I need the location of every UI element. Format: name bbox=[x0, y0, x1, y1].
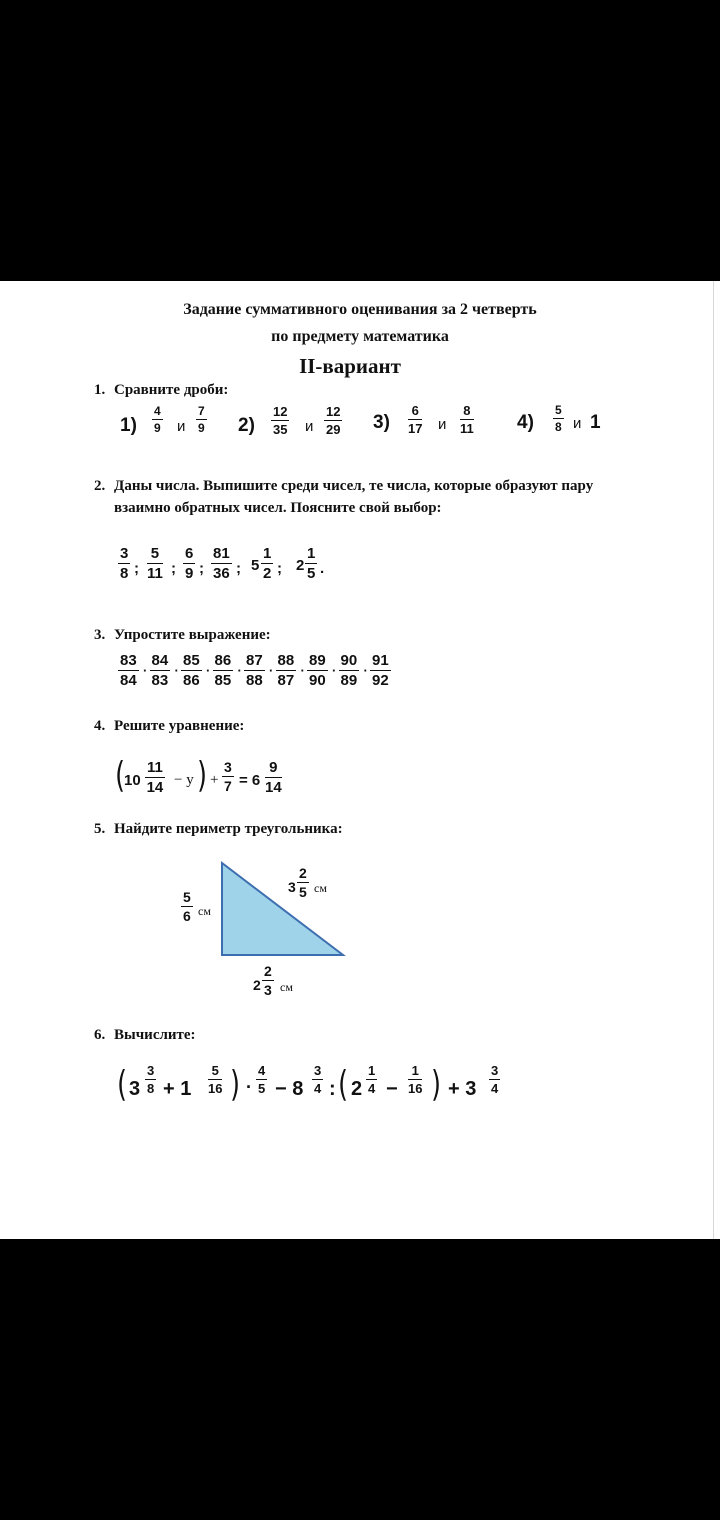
side-hyp-fraction: $\frac{2}{5}$ bbox=[299, 865, 307, 900]
task2-number-3: $\frac{6}{9}$ bbox=[185, 545, 194, 582]
task1-title: Сравните дроби: bbox=[114, 382, 229, 398]
task1-item1-and: и bbox=[177, 418, 186, 435]
task4-equals-6: = 6 bbox=[239, 772, 261, 789]
task1-item4-and: и bbox=[573, 415, 582, 432]
task3-dot-4: · bbox=[237, 663, 242, 678]
task6-fraction-7: $\frac{3}{4}$ bbox=[491, 1063, 499, 1096]
task4-title: Решите уравнение: bbox=[114, 718, 245, 734]
task6-fraction-2: $\frac{5}{16}$ bbox=[208, 1063, 223, 1096]
task2-title-line2: взаимно обратных чисел. Поясните свой выбор: bbox=[114, 500, 442, 516]
task5-number: 5. bbox=[94, 821, 106, 837]
task2-number-5-fraction: $\frac{1}{2}$ bbox=[263, 545, 272, 582]
task4-plus: + bbox=[210, 772, 219, 788]
task3-dot-1: · bbox=[143, 663, 148, 678]
task6-open-paren-2: ( bbox=[338, 1064, 348, 1105]
task2-number-2: $\frac{5}{11}$ bbox=[147, 545, 163, 582]
task1-heading bbox=[94, 382, 228, 399]
task3-dot-7: · bbox=[332, 663, 337, 678]
task2-number-6-fraction: $\frac{1}{5}$ bbox=[307, 545, 316, 582]
task6-open-paren-1: ( bbox=[117, 1064, 127, 1105]
header-title: Задание суммативного оценивания за 2 четверть bbox=[183, 301, 537, 318]
triangle-figure bbox=[215, 859, 350, 959]
task6-dot: · bbox=[246, 1077, 252, 1097]
task1-item3-and: и bbox=[438, 416, 447, 433]
task6-close-paren-2: ) bbox=[431, 1064, 441, 1105]
side-hyp-whole: 3 bbox=[288, 879, 296, 895]
task3-fraction-8: $\frac{90}{89}$ bbox=[340, 652, 358, 689]
task4-open-paren: ( bbox=[115, 755, 125, 796]
task3-fraction-7: $\frac{89}{90}$ bbox=[309, 652, 326, 689]
task2-number-1: $\frac{3}{8}$ bbox=[120, 545, 129, 582]
task6-whole-3: 3 bbox=[129, 1078, 141, 1100]
task2-sep-3: ; bbox=[199, 560, 204, 577]
task2-sep-1: ; bbox=[134, 560, 139, 577]
task4-fraction-1: $\frac{11}{14}$ bbox=[146, 759, 164, 796]
task1-item1-label: 1) bbox=[120, 415, 137, 436]
header-subject: по предмету математика bbox=[271, 328, 449, 345]
task2-number-4: $\frac{81}{36}$ bbox=[213, 545, 230, 582]
worksheet-page bbox=[0, 281, 720, 1239]
task5-title: Найдите периметр треугольника: bbox=[114, 821, 343, 837]
side-left-fraction: $\frac{5}{6}$ bbox=[183, 889, 191, 924]
task3-fraction-5: $\frac{87}{88}$ bbox=[246, 652, 263, 689]
task3-fraction-9: $\frac{91}{92}$ bbox=[372, 652, 389, 689]
task3-dot-8: · bbox=[363, 663, 368, 678]
task1-item3-fraction-b: $\frac{8}{11}$ bbox=[460, 403, 474, 436]
task3-fraction-2: $\frac{84}{83}$ bbox=[151, 652, 169, 689]
task3-fraction-4: $\frac{86}{85}$ bbox=[214, 652, 232, 689]
task1-number: 1. bbox=[94, 382, 106, 398]
side-left-unit: см bbox=[198, 904, 211, 918]
task6-colon: : bbox=[329, 1078, 336, 1100]
task6-plus-1: + 1 bbox=[163, 1078, 192, 1100]
task3-dot-2: · bbox=[174, 663, 179, 678]
task2-heading bbox=[94, 478, 593, 495]
task2-number-5-whole: 5 bbox=[251, 557, 260, 574]
task4-fraction-3: $\frac{9}{14}$ bbox=[265, 759, 282, 796]
task4-fraction-2: $\frac{3}{7}$ bbox=[224, 759, 232, 794]
task2-title-line1: Даны числа. Выпишите среди чисел, те числа, которые образуют пару bbox=[114, 478, 594, 494]
task6-fraction-1: $\frac{3}{8}$ bbox=[147, 1063, 155, 1096]
side-bottom-fraction: $\frac{2}{3}$ bbox=[264, 963, 272, 998]
task3-product bbox=[118, 653, 418, 699]
task2-sep-2: ; bbox=[171, 560, 176, 577]
task2-sep-6: . bbox=[320, 560, 325, 577]
task6-fraction-3: $\frac{4}{5}$ bbox=[258, 1063, 266, 1096]
right-triangle bbox=[222, 863, 343, 955]
task3-fraction-3: $\frac{85}{86}$ bbox=[183, 652, 200, 689]
task1-item2-fraction-a: $\frac{12}{35}$ bbox=[273, 404, 288, 437]
side-bottom-whole: 2 bbox=[253, 977, 261, 993]
task2-number: 2. bbox=[94, 478, 106, 494]
task4-close-paren: ) bbox=[197, 755, 207, 796]
task4-number: 4. bbox=[94, 718, 106, 734]
task4-minus-y: − у bbox=[174, 772, 194, 788]
task1-item2-and: и bbox=[305, 418, 314, 435]
task5-heading bbox=[94, 821, 343, 838]
task6-heading bbox=[94, 1027, 196, 1044]
task1-item3-label: 3) bbox=[373, 412, 390, 433]
task3-fraction-1: $\frac{83}{84}$ bbox=[120, 652, 137, 689]
task4-whole-10: 10 bbox=[124, 772, 141, 789]
task2-sep-5: ; bbox=[277, 560, 282, 577]
task1-item2-label: 2) bbox=[238, 415, 255, 436]
task3-number: 3. bbox=[94, 627, 106, 643]
task6-fraction-6: $\frac{1}{16}$ bbox=[408, 1063, 423, 1096]
task2-sep-4: ; bbox=[236, 560, 241, 577]
task1-item4-label: 4) bbox=[517, 412, 534, 433]
task6-number: 6. bbox=[94, 1027, 106, 1043]
task1-item1-fraction-b: $\frac{7}{9}$ bbox=[198, 404, 205, 435]
task1-item1-fraction-a: $\frac{4}{9}$ bbox=[154, 404, 161, 435]
task1-item3-fraction-a: $\frac{6}{17}$ bbox=[408, 403, 423, 436]
task3-dot-6: · bbox=[300, 663, 305, 678]
task6-close-paren-1: ) bbox=[230, 1064, 240, 1105]
side-hyp-unit: см bbox=[314, 881, 327, 895]
task3-dot-5: · bbox=[269, 663, 274, 678]
task6-whole-2: 2 bbox=[351, 1078, 363, 1100]
task6-title: Вычислите: bbox=[114, 1027, 196, 1043]
task1-item4-fraction-a: $\frac{5}{8}$ bbox=[555, 403, 562, 434]
task4-heading bbox=[94, 718, 244, 735]
variant-title: II-вариант bbox=[299, 354, 401, 378]
task3-fraction-6: $\frac{88}{87}$ bbox=[277, 652, 295, 689]
task2-number-6-whole: 2 bbox=[296, 557, 305, 574]
task3-title: Упростите выражение: bbox=[114, 627, 271, 643]
task1-item2-fraction-b: $\frac{12}{29}$ bbox=[326, 404, 341, 437]
task1-item4-one: 1 bbox=[590, 412, 601, 433]
task6-fraction-5: $\frac{1}{4}$ bbox=[368, 1063, 376, 1096]
task3-heading bbox=[94, 627, 271, 644]
page-edge-line bbox=[713, 281, 714, 1239]
task6-plus-3: + 3 bbox=[448, 1078, 477, 1100]
task3-dot-3: · bbox=[206, 663, 211, 678]
task6-fraction-4: $\frac{3}{4}$ bbox=[314, 1063, 322, 1096]
side-bottom-unit: см bbox=[280, 980, 293, 994]
task6-minus-8: − 8 bbox=[275, 1078, 304, 1100]
task6-minus-2: − bbox=[386, 1078, 398, 1100]
